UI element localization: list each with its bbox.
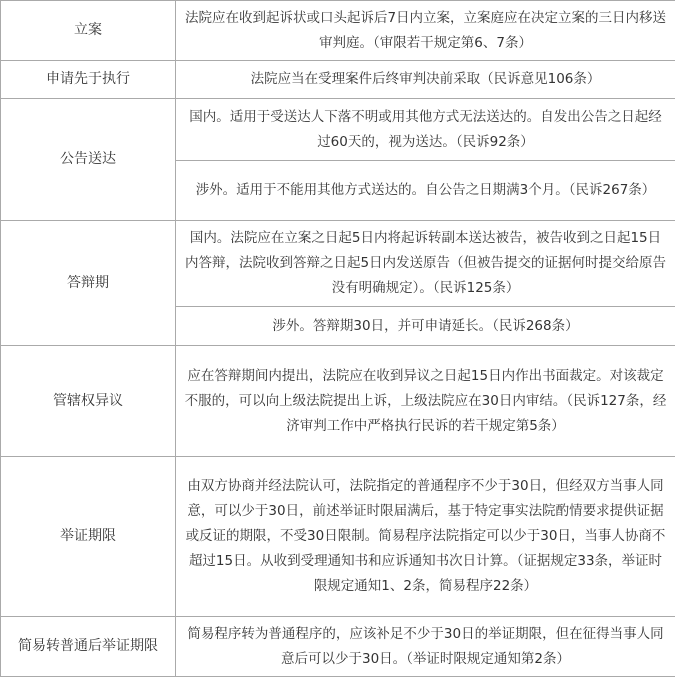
row-content: 法院应当在受理案件后终审判决前采取（民诉意见106条） [176, 61, 675, 99]
row-content: 涉外。答辩期30日，并可申请延长。（民诉268条） [176, 307, 675, 346]
table-row [1, 61, 675, 99]
row-content: 简易程序转为普通程序的，应该补足不少于30日的举证期限，但在征得当事人同意后可以少于30日。（举证时限规定通知第2条） [176, 617, 675, 677]
table-row [1, 221, 675, 307]
row-label: 公告送达 [1, 99, 176, 221]
row-label: 简易转普通后举证期限 [1, 617, 176, 677]
row-content: 法院应在收到起诉状或口头起诉后7日内立案，立案庭应在决定立案的三日内移送审判庭。（审限若干规定第6、7条） [176, 1, 675, 61]
row-content: 国内。适用于受送达人下落不明或用其他方式无法送达的。自发出公告之日起经过60天的，视为送达。（民诉92条） [176, 99, 675, 161]
row-label: 答辩期 [1, 221, 176, 346]
row-label: 举证期限 [1, 457, 176, 617]
row-label: 管辖权异议 [1, 346, 176, 457]
table-row [1, 457, 675, 617]
row-content: 应在答辩期间内提出，法院应在收到异议之日起15日内作出书面裁定。对该裁定不服的，可以向上级法院提出上诉，上级法院应在30日内审结。（民诉127条，经济审判工作中严格执行民诉的若干规定第5条） [176, 346, 675, 457]
table-row [1, 346, 675, 457]
table-row [1, 617, 675, 677]
row-label: 立案 [1, 1, 176, 61]
row-content: 由双方协商并经法院认可，法院指定的普通程序不少于30日，但经双方当事人同意，可以少于30日，前述举证时限届满后，基于特定事实法院酌情要求提供证据或反证的期限，不受30日限制。简易程序法院指定可以少于30日，当事人协商不超过15日。从收到受理通知书和应诉通知书次日计算。（证据规定33条，举证时限规定通知1、2条，简易程序22条） [176, 457, 675, 617]
row-content: 国内。法院应在立案之日起5日内将起诉转副本送达被告，被告收到之日起15日内答辩，法院收到答辩之日起5日内发送原告（但被告提交的证据何时提交给原告没有明确规定）。（民诉125条） [176, 221, 675, 307]
table-row [1, 99, 675, 161]
row-label: 申请先于执行 [1, 61, 176, 99]
row-content: 涉外。适用于不能用其他方式送达的。自公告之日期满3个月。（民诉267条） [176, 161, 675, 221]
table-row [1, 1, 675, 61]
